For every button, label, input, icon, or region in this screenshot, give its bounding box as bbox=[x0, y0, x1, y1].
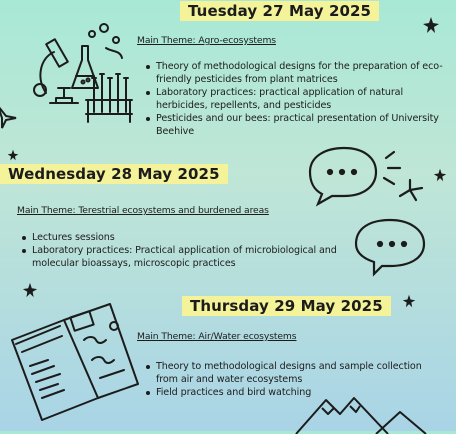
list-item: Laboratory practices: Practical application of microbiological and molecular bioassays, microscopic practices bbox=[32, 244, 362, 270]
list-item: Theory of methodological designs for the preparation of eco-friendly pesticides from plant matrices bbox=[156, 60, 456, 86]
speech-bubbles-icon bbox=[298, 140, 456, 290]
day-theme-wednesday: Main Theme: Terestrial ecosystems and burdened areas bbox=[17, 205, 269, 216]
list-item: Pesticides and our bees: practical presentation of University Beehive bbox=[156, 112, 456, 138]
day-title-tuesday: Tuesday 27 May 2025 bbox=[180, 1, 379, 21]
day-theme-thursday: Main Theme: Air/Water ecosystems bbox=[137, 331, 297, 342]
star-icon bbox=[7, 149, 19, 161]
star-icon bbox=[422, 16, 440, 34]
day-title-thursday: Thursday 29 May 2025 bbox=[182, 296, 391, 316]
list-item: Laboratory practices: practical application of natural herbicides, repellents, and pesticides bbox=[156, 86, 456, 112]
mountains-icon bbox=[296, 394, 426, 434]
list-item: Theory to methodological designs and sample collection from air and water ecosystems bbox=[156, 360, 426, 386]
list-item: Lectures sessions bbox=[32, 231, 362, 244]
lab-equipment-icon bbox=[20, 18, 140, 128]
day-items-tuesday bbox=[144, 60, 456, 138]
day-theme-tuesday: Main Theme: Agro-ecosystems bbox=[137, 35, 276, 46]
star-icon bbox=[402, 294, 416, 308]
notebook-icon bbox=[2, 290, 142, 430]
day-title-wednesday: Wednesday 28 May 2025 bbox=[0, 164, 228, 184]
list-item: Field practices and bird watching bbox=[156, 386, 426, 399]
star-outline-icon bbox=[0, 104, 18, 130]
